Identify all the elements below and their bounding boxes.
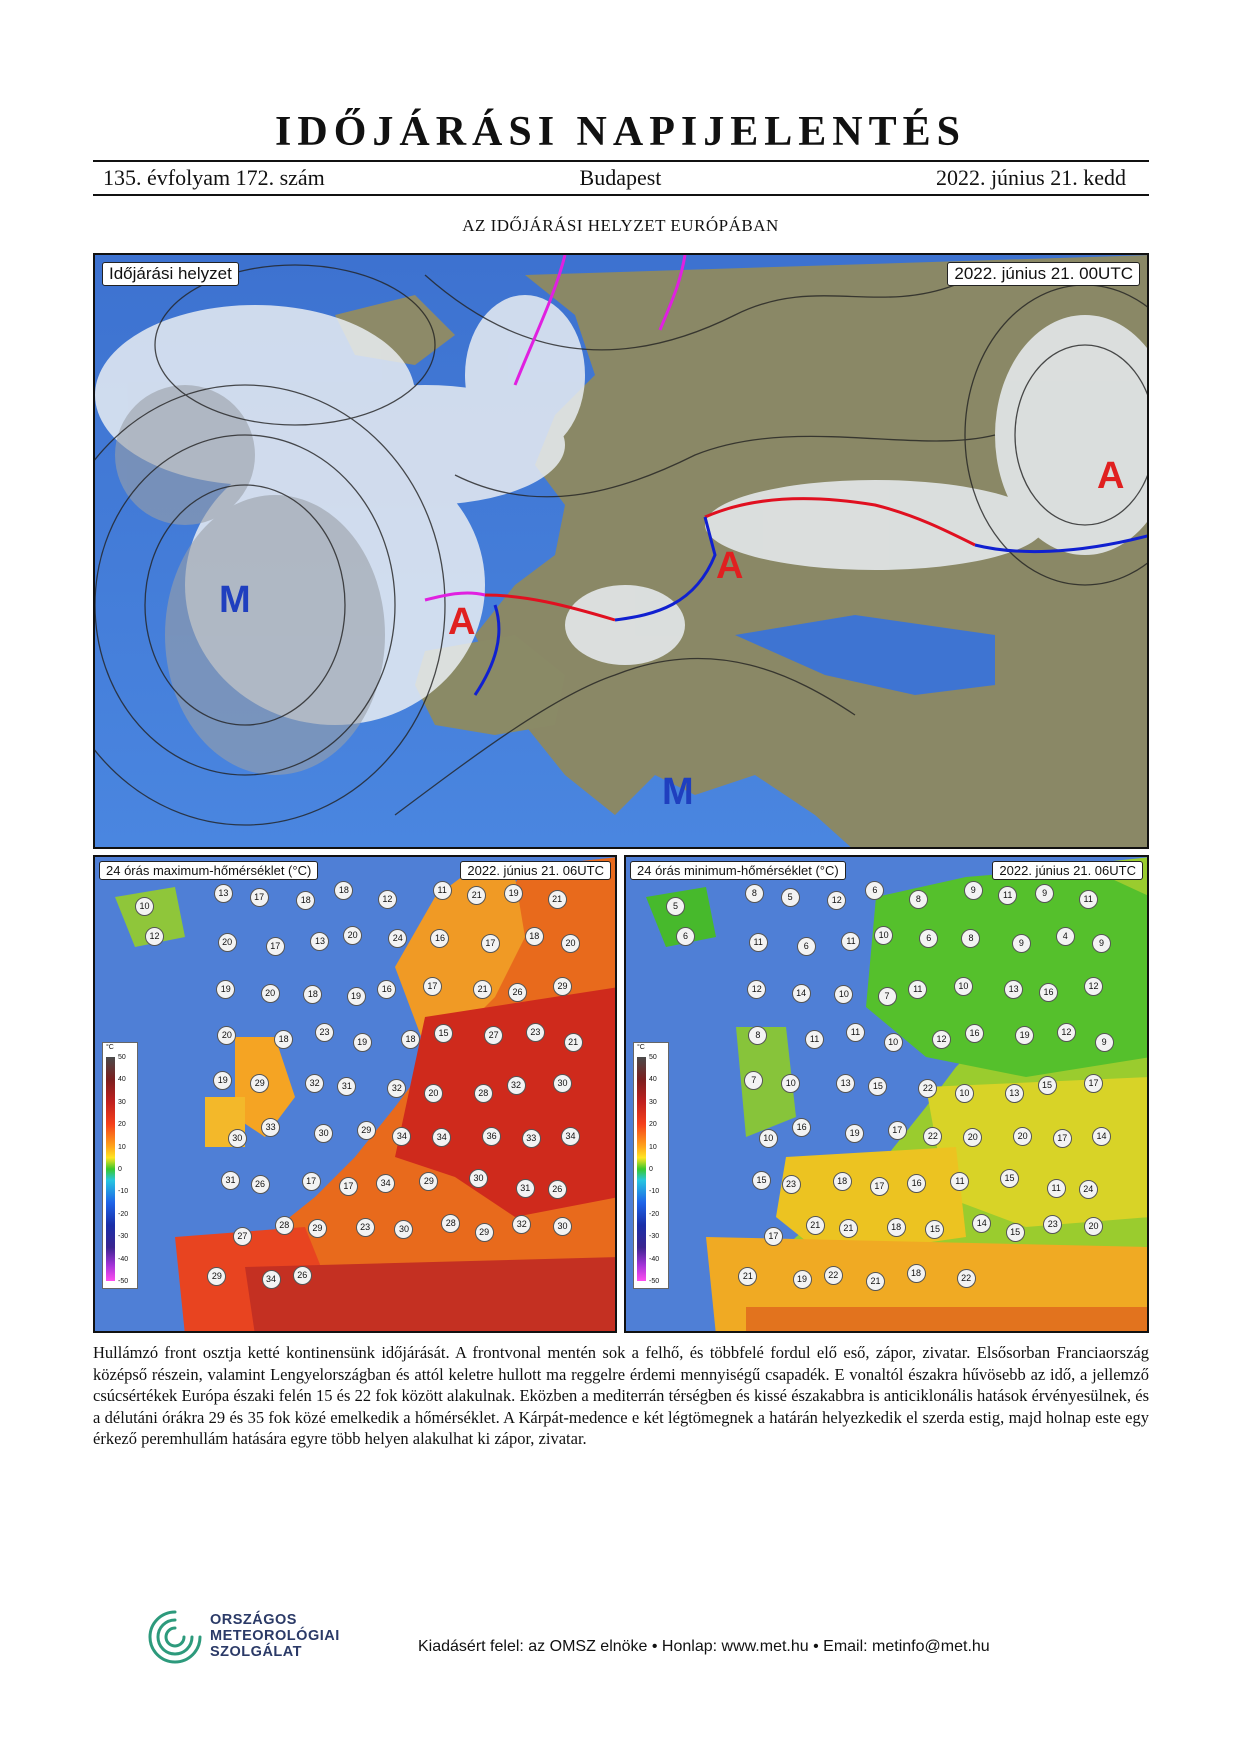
- station-value: 13: [310, 932, 329, 951]
- station-value: 29: [475, 1223, 494, 1242]
- header-rule-top: [93, 160, 1149, 162]
- colorbar-tick: 50: [649, 1054, 657, 1061]
- station-value: 15: [1000, 1169, 1019, 1188]
- colorbar-unit: °C: [637, 1044, 645, 1051]
- station-value: 20: [217, 1026, 236, 1045]
- station-value: 13: [1004, 980, 1023, 999]
- station-value: 12: [932, 1030, 951, 1049]
- station-value: 21: [473, 980, 492, 999]
- station-value: 17: [888, 1121, 907, 1140]
- station-value: 17: [266, 937, 285, 956]
- page-title: IDŐJÁRÁSI NAPIJELENTÉS: [275, 109, 966, 155]
- station-value: 8: [961, 929, 980, 948]
- station-value: 29: [419, 1172, 438, 1191]
- station-value: 10: [954, 977, 973, 996]
- station-value: 21: [548, 890, 567, 909]
- station-value: 22: [824, 1266, 843, 1285]
- station-value: 23: [315, 1023, 334, 1042]
- station-value: 17: [764, 1227, 783, 1246]
- station-value: 18: [334, 881, 353, 900]
- station-value: 28: [275, 1216, 294, 1235]
- station-value: 16: [377, 980, 396, 999]
- station-value: 19: [1015, 1026, 1034, 1045]
- omsz-logo-text: ORSZÁGOS METEOROLÓGIAI SZOLGÁLAT: [210, 1612, 340, 1660]
- station-value: 20: [1084, 1217, 1103, 1236]
- station-value: 17: [1053, 1129, 1072, 1148]
- station-value: 29: [207, 1267, 226, 1286]
- min-map-timestamp: 2022. június 21. 06UTC: [992, 861, 1143, 880]
- station-value: 13: [836, 1074, 855, 1093]
- station-value: 27: [484, 1026, 503, 1045]
- footer-text: Kiadásért felel: az OMSZ elnöke • Honlap: www.met.hu • Email: metinfo@met.hu: [418, 1638, 990, 1655]
- station-value: 15: [925, 1220, 944, 1239]
- weather-description: Hullámzó front osztja ketté kontinensünk időjárását. A frontvonal mentén sok a felhő, és többfelé fordul elő eső, zápor, zivatar. Elsősorban Franciaország középső részein, valamint Lengyelországban és attól keletre hullott ma reggelre érdemi mennyiségű csapadék. E vonaltól északra hűvösebb az idő, a jellemző csúcsértékek Európa északi felén 15 és 22 fok között alakulnak. Eközben a mediterrán térségben és kissé északabbra is anticiklonális hatások érvényesülnek, és a délutáni órákra 29 és 35 fok közé emelkedik a hőmérséklet. A Kárpát-medence e két légtömegnek a határán helyezkedik el szerda estig, majd holnap este egy érkező peremhullám hatására egyre több helyen alakulhat ki zápor, zivatar.: [93, 1343, 1149, 1448]
- station-value: 18: [303, 985, 322, 1004]
- high-pressure-center: A: [716, 545, 744, 587]
- colorbar-tick: 40: [118, 1076, 126, 1084]
- station-value: 29: [308, 1219, 327, 1238]
- station-value: 30: [469, 1169, 488, 1188]
- station-value: 11: [841, 932, 860, 951]
- station-value: 31: [221, 1171, 240, 1190]
- station-value: 6: [797, 937, 816, 956]
- station-value: 30: [394, 1220, 413, 1239]
- station-value: 17: [302, 1172, 321, 1191]
- station-value: 15: [1038, 1076, 1057, 1095]
- station-value: 29: [357, 1121, 376, 1140]
- station-value: 23: [356, 1218, 375, 1237]
- station-value: 8: [909, 890, 928, 909]
- station-value: 6: [919, 929, 938, 948]
- section-title: AZ IDŐJÁRÁSI HELYZET EURÓPÁBAN: [462, 216, 779, 235]
- station-value: 9: [1012, 934, 1031, 953]
- colorbar-tick: 40: [649, 1076, 657, 1084]
- station-value: 18: [274, 1030, 293, 1049]
- station-value: 20: [963, 1128, 982, 1147]
- station-value: 18: [401, 1030, 420, 1049]
- colorbar-tick: -50: [649, 1278, 660, 1285]
- colorbar-tick: 10: [649, 1143, 657, 1151]
- station-value: 13: [1005, 1084, 1024, 1103]
- station-value: 19: [793, 1270, 812, 1289]
- station-value: 5: [666, 897, 685, 916]
- station-value: 26: [293, 1266, 312, 1285]
- max-map-timestamp: 2022. június 21. 06UTC: [460, 861, 611, 880]
- station-value: 27: [233, 1227, 252, 1246]
- station-value: 12: [747, 980, 766, 999]
- station-value: 10: [874, 926, 893, 945]
- colorbar-tick: 20: [118, 1121, 126, 1129]
- station-value: 11: [433, 881, 452, 900]
- station-value: 30: [314, 1124, 333, 1143]
- station-value: 15: [1006, 1223, 1025, 1242]
- colorbar-tick: -10: [118, 1188, 129, 1196]
- issue-date: 2022. június 21. kedd: [935, 165, 1126, 190]
- station-value: 33: [261, 1118, 280, 1137]
- station-value: 10: [135, 897, 154, 916]
- station-value: 6: [676, 927, 695, 946]
- station-value: 17: [339, 1177, 358, 1196]
- station-value: 9: [964, 881, 983, 900]
- station-value: 34: [432, 1128, 451, 1147]
- high-pressure-center: A: [1097, 455, 1125, 497]
- colorbar-tick: 0: [118, 1166, 122, 1173]
- station-value: 9: [1035, 884, 1054, 903]
- station-value: 12: [1084, 977, 1103, 996]
- station-value: 33: [522, 1129, 541, 1148]
- station-value: 17: [423, 977, 442, 996]
- station-value: 17: [870, 1177, 889, 1196]
- station-value: 23: [1043, 1215, 1062, 1234]
- station-value: 20: [343, 926, 362, 945]
- colorbar-unit: °C: [106, 1044, 114, 1051]
- station-value: 23: [526, 1023, 545, 1042]
- station-value: 19: [213, 1071, 232, 1090]
- station-value: 21: [806, 1216, 825, 1235]
- colorbar-tick: -30: [118, 1233, 129, 1241]
- colorbar-tick: 20: [649, 1121, 657, 1129]
- station-value: 32: [507, 1076, 526, 1095]
- max-map-label: 24 órás maximum-hőmérséklet (°C): [99, 861, 318, 880]
- station-value: 10: [781, 1074, 800, 1093]
- station-value: 17: [481, 934, 500, 953]
- max-temperature-map: [93, 855, 617, 1333]
- station-value: 11: [998, 886, 1017, 905]
- station-value: 30: [553, 1074, 572, 1093]
- volume-number: 135. évfolyam 172. szám: [103, 165, 325, 190]
- station-value: 9: [1095, 1033, 1114, 1052]
- station-value: 11: [1047, 1179, 1066, 1198]
- colorbar-tick: 0: [649, 1166, 653, 1173]
- station-value: 32: [305, 1074, 324, 1093]
- station-value: 28: [474, 1084, 493, 1103]
- station-value: 34: [561, 1127, 580, 1146]
- station-value: 23: [782, 1175, 801, 1194]
- colorbar-tick: 50: [118, 1054, 126, 1061]
- station-value: 18: [525, 927, 544, 946]
- station-value: 16: [907, 1174, 926, 1193]
- min-temperature-map: [624, 855, 1149, 1333]
- colorbar-tick: -20: [118, 1210, 129, 1218]
- station-value: 10: [759, 1129, 778, 1148]
- station-value: 11: [908, 980, 927, 999]
- station-value: 8: [745, 884, 764, 903]
- station-value: 7: [878, 987, 897, 1006]
- max-colorbar: [102, 1042, 138, 1289]
- station-value: 10: [884, 1033, 903, 1052]
- synoptic-map-graphic: [95, 255, 1149, 849]
- station-value: 34: [392, 1127, 411, 1146]
- station-value: 21: [564, 1033, 583, 1052]
- high-pressure-center: A: [448, 601, 476, 643]
- station-value: 15: [868, 1077, 887, 1096]
- station-value: 20: [218, 933, 237, 952]
- station-value: 32: [387, 1079, 406, 1098]
- station-value: 5: [781, 888, 800, 907]
- city: Budapest: [579, 165, 662, 190]
- station-value: 19: [216, 980, 235, 999]
- station-value: 26: [251, 1175, 270, 1194]
- station-value: 21: [866, 1272, 885, 1291]
- station-value: 19: [347, 987, 366, 1006]
- station-value: 22: [957, 1269, 976, 1288]
- station-value: 11: [950, 1172, 969, 1191]
- station-value: 19: [353, 1033, 372, 1052]
- station-value: 18: [887, 1218, 906, 1237]
- station-value: 28: [441, 1214, 460, 1233]
- station-value: 18: [296, 891, 315, 910]
- station-value: 4: [1056, 927, 1075, 946]
- station-value: 8: [748, 1026, 767, 1045]
- station-value: 20: [561, 934, 580, 953]
- station-value: 15: [752, 1171, 771, 1190]
- station-value: 26: [548, 1180, 567, 1199]
- station-value: 24: [1079, 1180, 1098, 1199]
- station-value: 14: [792, 984, 811, 1003]
- station-value: 21: [839, 1219, 858, 1238]
- station-value: 6: [865, 881, 884, 900]
- colorbar-gradient: [106, 1057, 115, 1281]
- station-value: 21: [738, 1267, 757, 1286]
- station-value: 17: [1084, 1074, 1103, 1093]
- min-colorbar: [633, 1042, 669, 1289]
- station-value: 19: [845, 1124, 864, 1143]
- station-value: 16: [430, 929, 449, 948]
- station-value: 10: [834, 985, 853, 1004]
- station-value: 12: [1057, 1023, 1076, 1042]
- low-pressure-center: M: [662, 771, 694, 813]
- station-value: 20: [424, 1084, 443, 1103]
- colorbar-tick: 30: [649, 1098, 657, 1106]
- station-value: 13: [214, 884, 233, 903]
- station-value: 9: [1092, 934, 1111, 953]
- station-value: 20: [1013, 1127, 1032, 1146]
- station-value: 31: [337, 1077, 356, 1096]
- station-value: 11: [1079, 890, 1098, 909]
- station-value: 22: [918, 1079, 937, 1098]
- colorbar-tick: -20: [649, 1210, 660, 1218]
- station-value: 19: [504, 884, 523, 903]
- station-value: 24: [388, 929, 407, 948]
- station-value: 32: [512, 1215, 531, 1234]
- colorbar-tick: -40: [118, 1255, 129, 1263]
- station-value: 12: [827, 891, 846, 910]
- station-value: 30: [553, 1217, 572, 1236]
- station-value: 11: [846, 1023, 865, 1042]
- station-value: 16: [1039, 983, 1058, 1002]
- station-value: 12: [145, 927, 164, 946]
- station-value: 18: [907, 1264, 926, 1283]
- station-value: 7: [744, 1071, 763, 1090]
- station-value: 26: [508, 983, 527, 1002]
- station-value: 30: [228, 1129, 247, 1148]
- station-value: 18: [833, 1172, 852, 1191]
- station-value: 11: [749, 933, 768, 952]
- colorbar-tick: 30: [118, 1098, 126, 1106]
- colorbar-gradient: [637, 1057, 646, 1281]
- station-value: 36: [482, 1127, 501, 1146]
- station-value: 16: [792, 1118, 811, 1137]
- synoptic-map-label: Időjárási helyzet: [102, 262, 239, 286]
- low-pressure-center: M: [219, 579, 251, 621]
- synoptic-map-timestamp: 2022. június 21. 00UTC: [947, 262, 1140, 286]
- station-value: 15: [434, 1024, 453, 1043]
- station-value: 14: [972, 1214, 991, 1233]
- station-value: 11: [805, 1030, 824, 1049]
- station-value: 20: [261, 984, 280, 1003]
- colorbar-tick: -50: [118, 1278, 129, 1285]
- colorbar-tick: -30: [649, 1233, 660, 1241]
- station-value: 21: [467, 886, 486, 905]
- station-value: 14: [1092, 1127, 1111, 1146]
- station-value: 34: [262, 1270, 281, 1289]
- station-value: 29: [250, 1074, 269, 1093]
- station-value: 16: [965, 1024, 984, 1043]
- station-value: 34: [376, 1174, 395, 1193]
- colorbar-tick: -10: [649, 1188, 660, 1196]
- colorbar-tick: 10: [118, 1143, 126, 1151]
- synoptic-map: [93, 253, 1149, 849]
- omsz-logo-icon: [144, 1606, 206, 1668]
- header-rule-bottom: [93, 194, 1149, 196]
- colorbar-tick: -40: [649, 1255, 660, 1263]
- min-map-label: 24 órás minimum-hőmérséklet (°C): [630, 861, 846, 880]
- station-value: 22: [923, 1127, 942, 1146]
- station-value: 10: [955, 1084, 974, 1103]
- station-value: 31: [516, 1179, 535, 1198]
- station-value: 29: [553, 977, 572, 996]
- station-value: 12: [378, 890, 397, 909]
- station-value: 17: [250, 888, 269, 907]
